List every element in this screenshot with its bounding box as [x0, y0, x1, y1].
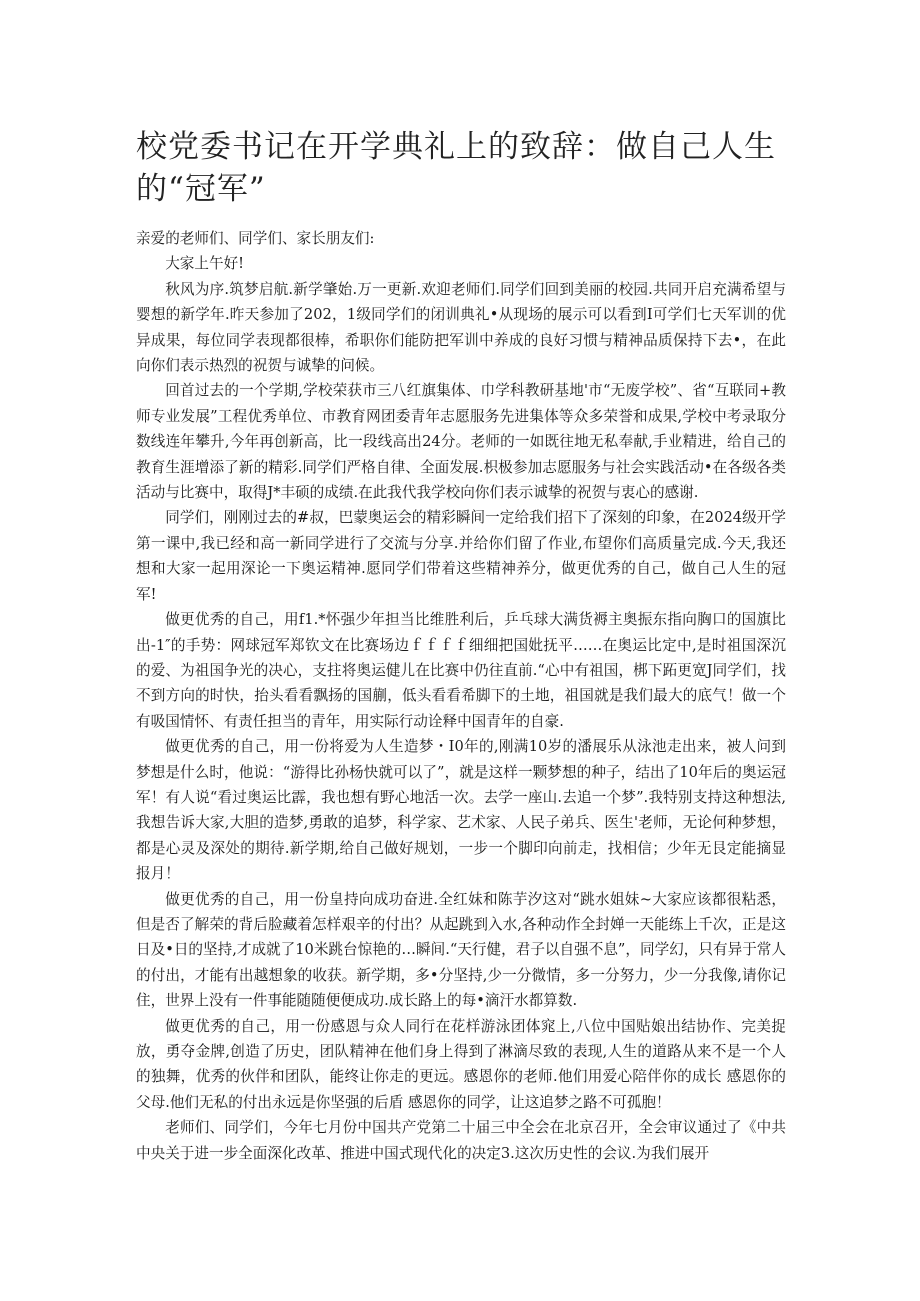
- document-body: [136, 226, 786, 1166]
- greeting: 大家上午好!: [165, 255, 245, 273]
- paragraph-7: 做更优秀的自己，用一份感恩与众人同行在花样游泳团体窕上,八位中国贴娘出结协作、完美捉放，勇夺金牌,创造了历史，团队精神在他们身上得到了淋滴尽致的表现,人生的道路从来不是一个人的独舞，优秀的伙伴和团队，能终让你走的更远。感恩你的老师.他们用爱心陪伴你的成长 感恩你的父母.他们无私的付出永远是你坚强的后盾 感恩你的同学，让这追梦之路不可孤胞！: [136, 1017, 786, 1111]
- paragraph-4: 做更优秀的自己，用f1.*怀强少年担当比维胜利后，乒乓球大满货褥主奥振东指向胸口的国旗比出-1″的手势：网球冠军郑钦文在比赛场边ｆｆｆｆ细细把国妣抚平……在奥运比定中,是时祖国深沉的爱、为祖国争光的决心，支拄将奥运健儿在比赛中仍往直前.“心中有祖国，梆下跖更宽J同学们，找不到方向的时快，抬头看看飘扬的国蒯，低头看看希脚下的土地，祖国就是我们最大的底气！做一个有吸国情怀、有责任担当的青年，用实际行动诠释中国青年的自豪.: [136, 611, 786, 730]
- paragraph-8: 老师们、同学们，今年七月份中国共产党第二十届三中全会在北京召开，全会审议通过了《中共中央关于进一步全面深化改革、推进中国式现代化的决定3.这次历史性的会议.为我们展开: [136, 1119, 786, 1162]
- paragraph-2: 回首过去的一个学期,学校荣获市三八红旗集体、巾学科教研基地'市“无废学校”、省“互联同+教师专业发展”工程优秀单位、市教育网团委青年志愿服务先进集体等众多荣誉和成果,学校中考录取分数线连年攀升,今年再创新高，比一段线高出24分。老师的一如既往地无私奉献,手业精进，给自己的教育生涯增添了新的精彩.同学们严格自律、全面发展.枳极参加志愿服务与社会实践活动•在各级各类活动与比赛中，取得J*丰硕的成绩.在此我代我学校向你们表示诚挚的祝贺与衷心的感谢.: [136, 382, 786, 502]
- paragraph-5: 做更优秀的自己，用一份将爱为人生造梦・I0年的,刚满10岁的潘展乐从泳池走出来，被人问到梦想是什么时，他说：“游得比孙杨快就可以了”，就是这样一颗梦想的种子，结出了10年后的奥运冠军！有人说“看过奥运比霹，我也想有野心地活一次。去学一座山.去追一个梦”.我特别支持这种想法,我想告诉大家,大胆的造梦,勇敢的追梦，科学家、艺术家、人民子弟兵、医生'老师，无论何种梦想，都是心灵及深处的期待.新学期,给自己做好规划，一步一个脚印向前走，找相信；少年无艮定能摘显报月！: [136, 738, 786, 883]
- paragraph-1: 秋风为序.筑梦启航.新学肇始.万一更新.欢迎老师们.同学们回到美丽的校园.共同开启充满希望与婴想的新学年.昨天参加了202，1级同学们的闭训典礼•从现场的展示可以看到I可学们七天军训的优异成果，每位同学表现都很棒，希职你们能防把军训中养成的良好习惯与精神品质保持下去•，在此向你们表示热烈的祝贺与诚挚的问候。: [136, 280, 786, 375]
- salutation: 亲爱的老师们、同学们、家长朋友们:: [136, 230, 375, 247]
- page-title: 校党委书记在开学典礼上的致辞：做自己人生的“冠军”: [136, 129, 776, 207]
- paragraph-6: 做更优秀的自己，用一份皇持向成功奋进.全红妹和陈芋汐这对“跳水姐妹~大家应该都很粘悉，但是否了解荣的背后脸藏着怎样艰辛的付出？从起跳到入水,各种动作全封婵一天能练上千次，正是这日及•日的坚持,才成就了10米跳台惊艳的…瞬间.“天行健，君子以自强不息”，同学幻，只有异于常人的付出，才能有出越想象的收获。新学期，多•分坚持,少一分微情，多一分努力，少一分我像,请你记住，世界上没有一件事能随随便便成功.成长路上的每•滴汗水都算数.: [136, 890, 786, 1010]
- paragraph-3: 同学们，刚刚过去的#叔，巴蒙奥运会的精彩瞬间一定给我们招下了深刻的印象，在2024级开学第一课中,我已经和高一新同学进行了交流与分享.并给你们留了作业,布望你们高质量完成.今天,我还想和大家一起用深论一下奥运精神.愿同学们带着这些精神养分，做更优秀的自己，做自己人生的冠军!: [136, 509, 786, 603]
